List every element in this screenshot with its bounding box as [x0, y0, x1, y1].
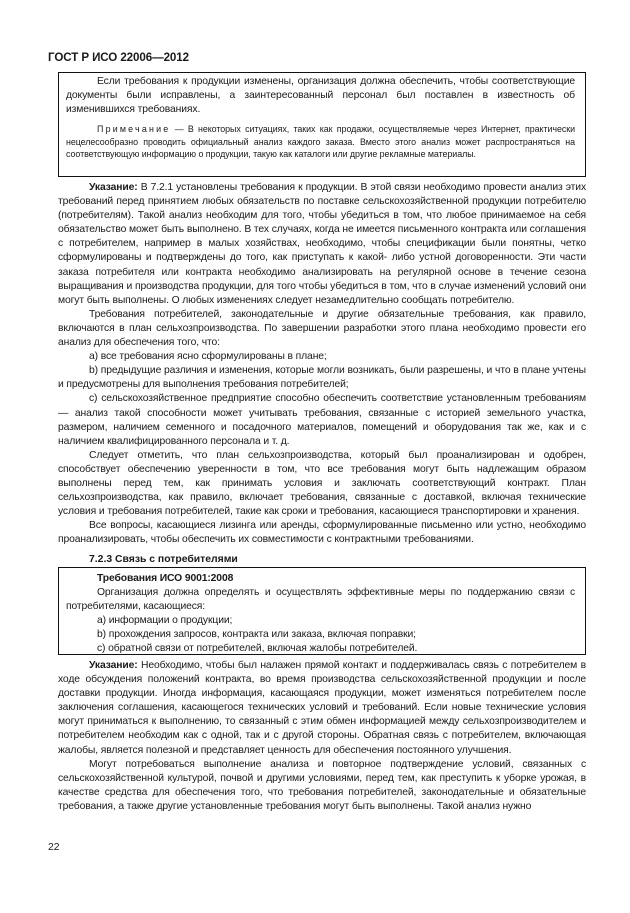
- section-heading: 7.2.3 Связь с потребителями: [89, 554, 238, 565]
- page-number: 22: [48, 842, 60, 853]
- box-text: Если требования к продукции изменены, организация должна обеспечить, чтобы соответствующие документы были исправлены, а заинтересованный персонал был поставлен в известность об изменившихся требованиях.: [66, 76, 575, 116]
- guidance-section-2: [58, 659, 586, 814]
- paragraph: Все вопросы, касающиеся лизинга или аренды, сформулированные письменно или устно, необходимо проанализировать, чтобы обеспечить их совместимости с контрактными требованиями.: [58, 520, 586, 546]
- paragraph: [58, 659, 586, 758]
- paragraph: Требования потребителей, законодательные и другие обязательные требования, как правило, включаются в план сельхозпроизводства. По завершении разработки этого плана необходимо провести его анализ для обеспечения того, что:: [58, 308, 586, 349]
- box-title: Требования ИСО 9001:2008: [97, 573, 234, 584]
- note-label: Примечание: [97, 124, 171, 135]
- list-item: b) прохождения запросов, контракта или заказа, включая поправки;: [97, 629, 416, 641]
- paragraph-text: Необходимо, чтобы был налажен прямой контакт и поддерживалась связь с потребителем в ходе обсуждения положений контракта, во время производства сельскохозяйственной продукции и после доставки продукции. Иногда информация, касающаяся продукции, может изменяться потребителем после заключения соглашения, касающегося технических условий и требований. Если новые технические условия могут приниматься к выполнению, то связанный с этим обмен информацией между сельхозпроизводителем и потребителем необходим как с одной, так и с другой стороны. Обратная связь с потребителем, включающая жалобы, является полезной и представляет ценность для обеспечения постоянного улучшения.: [58, 660, 586, 756]
- iso-requirements-box: [58, 567, 586, 655]
- document-header: ГОСТ Р ИСО 22006—2012: [48, 51, 189, 64]
- paragraph: [58, 181, 586, 308]
- paragraph-text: В 7.2.1 установлены требования к продукции. В этой связи необходимо провести анализ этих требований перед принятием любых обязательств по поставке сельскохозяйственной продукции потребителю (потребителям). Такой анализ необходим для того, чтобы убедиться в том, что любое принимаемое на себя обязательство может быть выполнено. В тех случаях, когда не имеется письменного контракта или соглашения с потребителем, например в малых хозяйствах, необходимо, чтобы спецификации были понятны, четко сформулированы и подтверждены до того, как приступать к какой- либо устной договоренности. Эти части заказа потребителя или контракта необходимо анализировать на регулярной основе в течение сезона выращивания и производства продукции, для того чтобы убедиться в том, что в случае изменений условий они могут быть выполнены. О любых изменениях следует незамедлительно сообщать потребителю.: [58, 182, 586, 306]
- list-item: b) предыдущие различия и изменения, которые могли возникать, были разрешены, и что в плане учтены и предусмотрены для выполнения требования потребителей;: [58, 365, 586, 391]
- list-item: а) все требования ясно сформулированы в плане;: [89, 351, 327, 363]
- note-paragraph: [66, 123, 575, 161]
- requirements-box: [58, 72, 586, 177]
- list-item: с) обратной связи от потребителей, включая жалобы потребителей.: [97, 643, 418, 655]
- guidance-section-1: [58, 181, 586, 547]
- note-text: — В некоторых ситуациях, таких как продажи, осуществляемые через Интернет, практически нецелесообразно проводить официальный анализ каждого заказа. Вместо этого анализ может распространяться на соответствующую информацию о продукции, такую как каталоги или другие рекламные материалы.: [66, 124, 575, 160]
- paragraph: Следует отметить, что план сельхозпроизводства, который был проанализирован и одобрен, способствует обеспечению уверенности в том, что все требования могут быть надлежащим образом выполнены перед тем, как принимать условия и заключать соответствующий контракт. План сельхозпроизводства, как правило, включает требования, связанные с доставкой, включая технические условия и требования потребителей, такие как сроки и требования, касающиеся транспортировки и хранения.: [58, 449, 586, 518]
- list-item: а) информации о продукции;: [97, 615, 233, 627]
- paragraph: Могут потребоваться выполнение анализа и повторное подтверждение условий, связанных с сельскохозяйственной культурой, почвой и другими условиями, перед тем, как преступить к уборке урожая, в качестве средства для обеспечения того, что требования потребителей, законодательные и обязательные требования, а также другие установленные требования могут быть выполнены. Такой анализ нужно: [58, 758, 586, 812]
- box-intro: Организация должна определять и осуществлять эффективные меры по поддержанию связи с потребителями, касающиеся:: [66, 587, 575, 613]
- list-item: с) сельскохозяйственное предприятие способно обеспечить соответствие установленным требованиям — анализ такой способности может учитывать требования, связанные с историей земельного участка, размером, наличием семенного и посадочного материалов, помещений и оборудования так же, как и с наличием квалифицированного персонала и т. д.: [58, 393, 586, 447]
- guidance-label: Указание:: [89, 660, 138, 671]
- guidance-label: Указание:: [89, 182, 138, 193]
